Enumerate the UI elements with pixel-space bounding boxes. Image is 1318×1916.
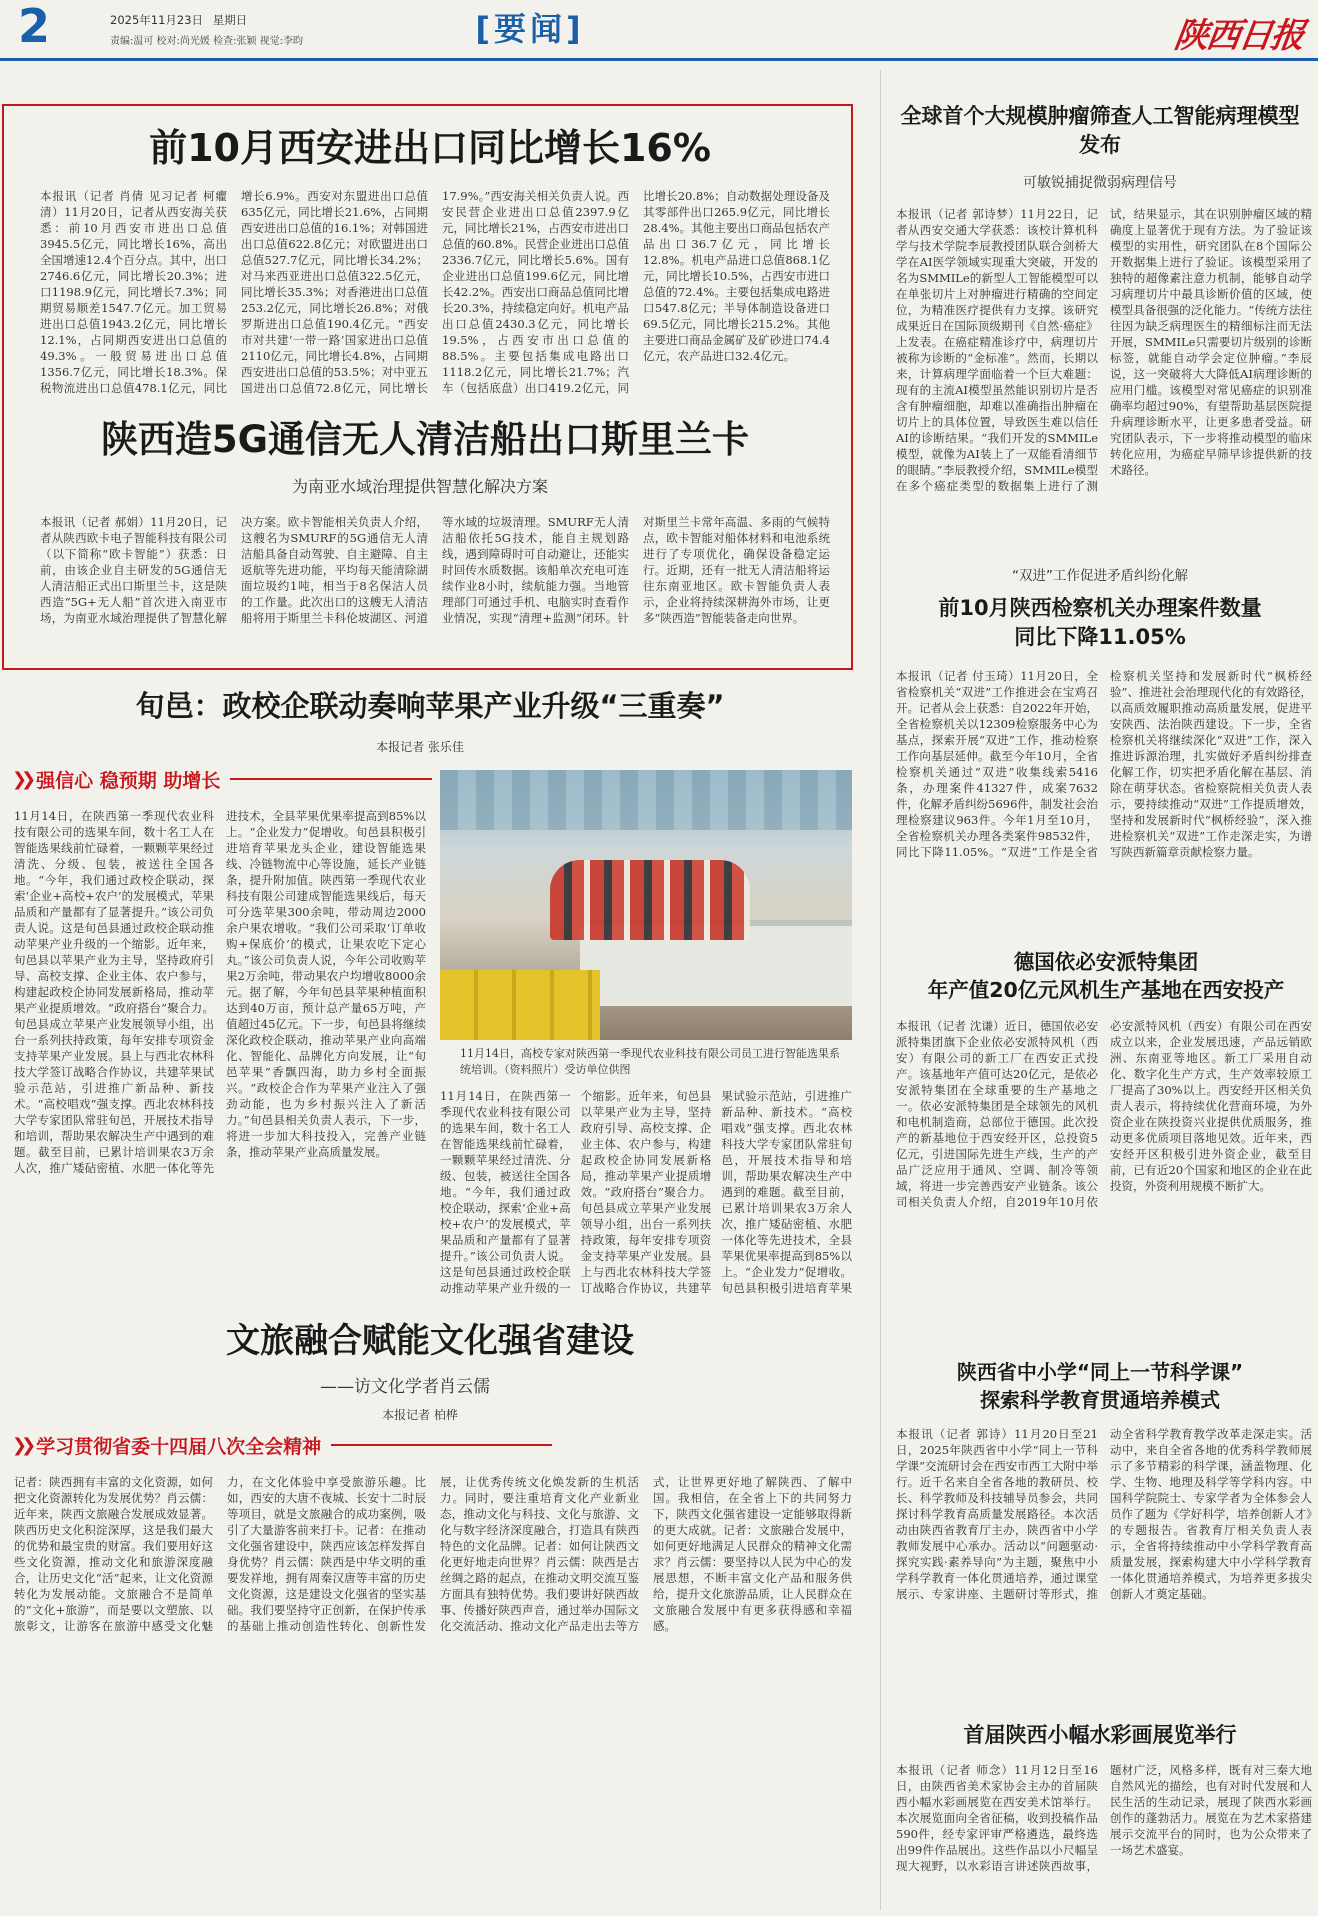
kicker-procuratorate: “双进”工作促进矛盾纠纷化解 bbox=[1012, 568, 1188, 584]
chevron-icon: ❯❯ bbox=[12, 768, 31, 790]
headline-watercolor: 首届陕西小幅水彩画展览举行 bbox=[963, 1723, 1237, 1747]
section-tag-confidence bbox=[12, 764, 432, 794]
section-tag-line bbox=[230, 778, 432, 780]
section-tag-plenum-line bbox=[331, 1444, 552, 1446]
headline-xunyi-apple: 旬邑：政校企联动奏响苹果产业升级“三重奏” bbox=[135, 689, 725, 723]
photo-caption: 11月14日，高校专家对陕西第一季现代农业科技有限公司员工进行智能选果系统培训。（资料照片）受访单位供图 bbox=[460, 1047, 840, 1076]
article-body-ai-pathology: 本报讯（记者 郭诗梦）11月22日，记者从西安交通大学获悉：该校计算机科学与技术学院李辰教授团队联合剑桥大学在AI医学领域实现重大突破，开发的名为SMMILe的新型人工智能模型可以在单张切片上对肿瘤进行精确的空间定位，为精准医疗提供有力支撑。该研究成果近日在国际顶级期刊《自然·癌症》上发表。在癌症精准诊疗中，病理切片被称为诊断的“金标准”。然而，长期以来，计算病理学面临着一个巨大难题：现有的主流AI模型虽然能识别切片是否含有肿瘤细胞，却难以准确指出肿瘤在切片上的具体位置，导致医生难以信任AI的诊断结果。“我们开发的SMMILe模型，就像为AI装上了一双能看清细节的眼睛。”李辰教授介绍，SMMILe模型在多个癌症类型的数据集上进行了测试，结果显示，其在识别肿瘤区域的精确度上显著优于现有方法。为了验证该模型的实用性，研究团队在8个国际公开数据集上进行了验证。该模型采用了独特的超像素注意力机制，能够自动学习病理切片中最具诊断价值的区域，使模型具备很强的泛化能力。“传统方法往往因为缺乏病理医生的精细标注而无法开展，SMMILe只需要切片级别的诊断标签，就能自动学会定位肿瘤。”李辰说，这一突破将大大降低AI病理诊断的应用门槛。该模型对常见癌症的识别准确率均超过90%，有望帮助基层医院提升病理诊断水平，让更多患者受益。研究团队表示，下一步将推动模型的临床转化应用，为癌症早筛早诊提供新的技术路径。 bbox=[896, 207, 1312, 493]
article-body-xunyi-apple-left bbox=[14, 808, 426, 1308]
editor-credits: 责编:温可 校对:尚光媛 检查:张颖 视觉:李昀 bbox=[110, 36, 304, 47]
headline-ebm-papst bbox=[896, 948, 1316, 1004]
article-body-xunyi-apple-right bbox=[440, 1088, 852, 1306]
article-body-5g-boat: 本报讯（记者 郝娟）11月20日，记者从陕西欧卡电子智能科技有限公司（以下简称“欧卡智能”）获悉：日前，由该企业自主研发的5G通信无人清洁船正式出口斯里兰卡，这是陕西造“5G+无人船”首次进入南亚市场，为南亚水域治理提供了智慧化解决方案。欧卡智能相关负责人介绍，这艘名为SMURF的5G通信无人清洁船具备自动驾驶、自主避障、自主返航等先进功能，平均每天能清除湖面垃圾约1吨，相当于8名保洁人员的工作量。此次出口的这艘无人清洁船将用于斯里兰卡科伦坡湖区、河道等水域的垃圾清理。SMURF无人清洁船依托5G技术，能自主规划路线，遇到障碍时可自动避让，还能实时回传水质数据。该船单次充电可连续作业8小时，续航能力强。当地管理部门可通过手机、电脑实时查看作业情况，实现“清理+监测”闭环。针对斯里兰卡常年高温、多雨的气候特点，欧卡智能对船体材料和电池系统进行了专项优化，确保设备稳定运行。近期，还有一批无人清洁船将运往东南亚地区。欧卡智能负责人表示，企业将持续深耕海外市场，让更多“陕西造”智能装备走向世界。 bbox=[40, 515, 830, 625]
byline-xunyi-apple: 本报记者 张乐佳 bbox=[376, 740, 464, 754]
issue-date bbox=[110, 12, 247, 28]
xunyi-text-cont: 11月14日，在陕西第一季现代农业科技有限公司的选果车间，数十名工人在智能选果线前忙碌着，一颗颗苹果经过清洗、分级、包装，被送往全国各地。“今年，我们通过政校企联动，探索‘企业+高校+农户’的发展模式，苹果品质和产量都有了显著提升。”该公司负责人说。这是旬邑县通过政校企联动推动苹果产业升级的一个缩影。近年来，旬邑县以苹果产业为主导，坚持政府引导、高校支撑、企业主体、农户参与，构建起政校企协同发展新格局，推动苹果产业提质增效。“政府搭台”聚合力。旬邑县成立苹果产业发展领导小组，出台一系列扶持政策，每年安排专项资金支持苹果产业发展。县上与西北农林科技大学签订战略合作协议，共建苹果试验示范站，引进推广新品种、新技术。“高校唱戏”强支撑。西北农林科技大学专家团队常驻旬邑，开展技术指导和培训，帮助果农解决生产中遇到的难题。截至目前，已累计培训果农3万余人次，推广矮砧密植、水肥一体化等先进技术，全县苹果优果率提高到85%以上。“企业发力”促增收。旬邑县积极引进培育苹果 bbox=[440, 1089, 852, 1295]
date-text: 2025年11月23日 bbox=[110, 13, 204, 27]
column-divider bbox=[880, 70, 881, 1910]
headline-ebm-papst-l2: 年产值20亿元风机生产基地在西安投产 bbox=[927, 978, 1285, 1002]
headline-procuratorate-l1: 前10月陕西检察机关办理案件数量 bbox=[938, 596, 1262, 620]
xunyi-text-block: 11月14日，在陕西第一季现代农业科技有限公司的选果车间，数十名工人在智能选果线前忙碌着，一颗颗苹果经过清洗、分级、包装，被送往全国各地。“今年，我们通过政校企联动，探索‘企业+高校+农户’的发展模式，苹果品质和产量都有了显著提升。”该公司负责人说。这是旬邑县通过政校企联动推动苹果产业升级的一个缩影。近年来，旬邑县以苹果产业为主导，坚持政府引导、高校支撑、企业主体、农户参与，构建起政校企协同发展新格局，推动苹果产业提质增效。“政府搭台”聚合力。旬邑县成立苹果产业发展领导小组，出台一系列扶持政策，每年安排专项资金支持苹果产业发展。县上与西北农林科技大学签订战略合作协议，共建苹果试验示范站，引进推广新品种、新技术。“高校唱戏”强支撑。西北农林科技大学专家团队常驻旬邑，开展技术指导和培训，帮助果农解决生产中遇到的难题。截至目前，已累计培训果农3万余人次，推广矮砧密植、水肥一体化等先进技术，全县苹果优果率提高到85%以上。“企业发力”促增收。旬邑县积极引进培育苹果龙头企业，建设智能选果线、冷链物流中心等设施，延长产业链条，提升附加值。陕西第一季现代农业科技有限公司建成智能选果线后，每天可分选苹果300余吨，带动周边2000余户果农增收。“我们公司采取‘订单收购+保底价’的模式，让果农吃下定心丸。”该公司负责人说，今年公司收购苹果2万余吨，带动果农户均增收8000余元。据了解，今年旬邑县苹果种植面积达到40万亩，预计总产量65万吨，产值超过45亿元。下一步，旬邑县将继续深化政校企联动，推动苹果产业向高端化、智能化、品牌化方向发展，让“旬邑苹果”香飘四海，助力乡村全面振兴。“政校企合作为苹果产业注入了强劲动能，也为乡村振兴注入了新活力。”旬邑县相关负责人表示，下一步，将进一步加大科技投入，完善产业链条，推动苹果产业高质量发展。 bbox=[14, 809, 426, 1175]
article-body-science-class: 本报讯（记者 郭诗）11月20日至21日，2025年陕西省中小学“同上一节科学课”交流研讨会在西安市西工大附中举行。近千名来自全省各地的教研员、校长、科学教师及科技辅导员参会，共同探讨科学教育高质量发展路径。本次活动由陕西省教育厅主办，陕西省中小学教师发展中心承办。活动以“问题驱动·探究实践·素养导向”为主题，聚焦中小学科学教育一体化贯通培养，通过课堂展示、专家讲座、主题研讨等形式，推动全省科学教育教学改革走深走实。活动中，来自全省各地的优秀科学教师展示了多节精彩的科学课，涵盖物理、化学、生物、地理及科学等学科内容。中国科学院院士、专家学者为全体参会人员作了题为《学好科学，培养创新人才》的专题报告。省教育厅相关负责人表示，全省将持续推动中小学科学教育高质量发展，探索构建大中小学科学教育一体化贯通培养模式，为培养更多拔尖创新人才奠定基础。 bbox=[896, 1427, 1312, 1601]
culture-text-block: 记者：陕西拥有丰富的文化资源，如何把文化资源转化为发展优势？肖云儒：近年来，陕西文旅融合发展成效显著。陕西历史文化积淀深厚，这是我们最大的优势和最宝贵的财富。我们要用好这些文化资源，推动文化和旅游深度融合，让历史文化“活”起来，让文化资源转化为发展动能。文旅融合不是简单的“文化+旅游”，而是要以文塑旅、以旅彰文，让游客在旅游中感受文化魅力，在文化体验中享受旅游乐趣。比如，西安的大唐不夜城、长安十二时辰等项目，就是文旅融合的成功案例，吸引了大量游客前来打卡。记者：在推动文化强省建设中，陕西应该怎样发挥自身优势？肖云儒：陕西是中华文明的重要发祥地，拥有周秦汉唐等丰富的历史文化资源，这是建设文化强省的坚实基础。我们要坚持守正创新，在保护传承的基础上推动创造性转化、创新性发展，让优秀传统文化焕发新的生机活力。同时，要注重培育文化产业新业态，推动文化与科技、文化与旅游、文化与数字经济深度融合，打造具有陕西特色的文化品牌。记者：如何让陕西文化更好地走向世界？肖云儒：陕西是古丝绸之路的起点，在推动文明交流互鉴方面具有独特优势。我们要讲好陕西故事、传播好陕西声音，通过举办国际文化交流活动、推动文化产品走出去等方式，让世界更好地了解陕西、了解中国。我相信，在全省上下的共同努力下，陕西文化强省建设一定能够取得新的更大成就。记者：文旅融合发展中，如何更好地满足人民群众的精神文化需求？肖云儒：要坚持以人民为中心的发展思想，不断丰富文化产品和服务供给，提升文化旅游品质，让人民群众在文旅融合发展中有更多获得感和幸福感。 bbox=[14, 1475, 852, 1633]
article-body-xian-trade: 本报讯（记者 肖倩 见习记者 柯癯清）11月20日，记者从西安海关获悉：前10月西安市进出口总值3945.5亿元，同比增长16%，高出全国增速12.4个百分点。其中，出口2746.6亿元，同比增长20.3%；进口1198.9亿元，同比增长7.3%；同期贸易顺差1547.7亿元。加工贸易进出口总值1943.2亿元，同比增长12.1%，占同期西安进出口总值的49.3%。一般贸易进出口总值1356.7亿元，同比增长18.3%。保税物流进出口总值478.1亿元，同比增长6.9%。西安对东盟进出口总值635亿元，同比增长21.6%，占同期西安进出口总值的16.1%；对韩国进出口总值622.8亿元；对欧盟进出口总值527.7亿元，同比增长34.2%；对马来西亚进出口总值322.5亿元，同比增长35.3%；对香港进出口总值253.2亿元，同比增长26.8%；对俄罗斯进出口总值190.4亿元。“西安市对共建‘一带一路’国家进出口总值2110亿元，同比增长4.8%，占同期西安进出口总值的53.5%；对中亚五国进出口总值72.8亿元，同比增长17.9%。”西安海关相关负责人说。西安民营企业进出口总值2397.9亿元，同比增长21%，占西安市进出口总值的60.8%。民营企业进出口总值2336.7亿元，同比增长5.6%。国有企业进出口总值199.6亿元，同比增长42.2%。西安出口商品总值同比增长20.3%，持续稳定向好。机电产品出口总值2430.3亿元，同比增长19.5%，占西安市出口总值的88.5%。主要包括集成电路出口1118.2亿元，同比增长21.7%；汽车（包括底盘）出口419.2亿元，同比增长20.8%；自动数据处理设备及其零部件出口265.9亿元，同比增长28.4%。其他主要出口商品包括农产品出口36.7亿元，同比增长12.8%。机电产品进口总值868.1亿元，同比增长10.5%，占西安市进口总值的72.4%。主要包括集成电路进口547.8亿元；半导体制造设备进口69.5亿元，同比增长215.2%。其他主要进口商品金属矿及矿砂进口74.4亿元，农产品进口32.4亿元。 bbox=[40, 189, 830, 395]
headline-xian-trade: 前10月西安进出口同比增长16% bbox=[149, 126, 711, 170]
photo-ceiling bbox=[440, 770, 852, 830]
photo-apple-sorting bbox=[440, 770, 852, 1040]
masthead bbox=[0, 0, 1318, 64]
page-number: 2 bbox=[18, 0, 51, 53]
photo-people-group bbox=[550, 860, 750, 940]
article-body-ebm-papst: 本报讯（记者 沈谦）近日，德国依必安派特集团旗下企业依必安派特风机（西安）有限公司的新工厂在西安正式投产。该基地年产值可达20亿元，是依必安派特集团在全球重要的生产基地之一。依必安派特集团是全球领先的风机和电机制造商，总部位于德国。此次投产的新基地位于西安经开区，总投资5亿元，引进国际先进生产线，生产的产品广泛应用于通风、空调、制冷等领域，将进一步完善西安产业链条。该公司相关负责人介绍，自2019年10月依必安派特风机（西安）有限公司在西安成立以来，企业发展迅速，产品远销欧洲、东南亚等地区。新工厂采用自动化、数字化生产方式，生产效率较原工厂提高了30%以上。西安经开区相关负责人表示，将持续优化营商环境，为外资企业在陕投资兴业提供优质服务，推动更多优质项目落地见效。近年来，西安经开区积极引进外资企业，截至目前，已有近20个国家和地区的企业在此投资，外资利用规模不断扩大。 bbox=[896, 1019, 1312, 1209]
article-body-procuratorate: 本报讯（记者 付玉琦）11月20日，全省检察机关“双进”工作推进会在宝鸡召开。记者从会上获悉：自2022年开始，全省检察机关以12309检察服务中心为基点，探索开展“双进”工作，推动检察工作向基层延伸。截至今年10月，全省检察机关通过“双进”收集线索5416条，办理案件41327件，成案7632件，化解矛盾纠纷5696件，制发社会治理检察建议963件。今年1月至10月，全省检察机关办理各类案件98532件，同比下降11.05%。“双进”工作是全省检察机关坚持和发展新时代“枫桥经验”、推进社会治理现代化的有效路径，以高质效履职推动高质量发展，促进平安陕西、法治陕西建设。下一步，全省检察机关将继续深化“双进”工作，深入推进诉源治理，扎实做好矛盾纠纷排查化解工作，切实把矛盾化解在基层、消除在萌芽状态。省检察院相关负责人表示，要持续推动“双进”工作提质增效，坚持和发展新时代“枫桥经验”，深入推进检察机关“双进”工作走深走实，为谱写陕西新篇章贡献检察力量。 bbox=[896, 669, 1312, 859]
subheadline-5g-boat: 为南亚水域治理提供智慧化解决方案 bbox=[291, 477, 548, 496]
headline-procuratorate-l2: 同比下降11.05% bbox=[1014, 625, 1186, 649]
headline-science-class bbox=[900, 1358, 1300, 1414]
headline-culture-tourism: 文旅融合赋能文化强省建设 bbox=[226, 1321, 634, 1361]
weekday-text: 星期日 bbox=[212, 13, 248, 27]
masthead-rule bbox=[0, 58, 1318, 61]
headline-science-class-l1: 陕西省中小学“同上一节科学课” bbox=[956, 1360, 1244, 1384]
headline-science-class-l2: 探索科学教育贯通培养模式 bbox=[980, 1388, 1220, 1412]
section-tag-label: 强信心 稳预期 助增长 bbox=[36, 769, 221, 792]
byline-culture: 本报记者 柏桦 bbox=[382, 1408, 458, 1422]
headline-5g-boat: 陕西造5G通信无人清洁船出口斯里兰卡 bbox=[20, 412, 830, 468]
headline-procuratorate bbox=[900, 594, 1300, 652]
article-body-culture bbox=[14, 1474, 852, 1910]
photo-crates bbox=[440, 970, 600, 1040]
subheadline-interview: ——访文化学者肖云儒 bbox=[320, 1377, 490, 1397]
section-name: [要闻] bbox=[475, 10, 585, 48]
headline-ebm-papst-l1: 德国依必安派特集团 bbox=[1013, 950, 1199, 974]
subheadline-ai-pathology: 可敏锐捕捉微弱病理信号 bbox=[1023, 175, 1177, 191]
newspaper-logo: 陕西日报 bbox=[1171, 16, 1306, 56]
headline-ai-pathology: 全球首个大规模肿瘤筛查人工智能病理模型发布 bbox=[900, 104, 1300, 157]
section-tag-plenum-label: 学习贯彻省委十四届八次全会精神 bbox=[36, 1435, 322, 1458]
chevron-icon-2: ❯❯ bbox=[12, 1434, 31, 1456]
section-tag-plenum bbox=[12, 1430, 552, 1460]
article-body-watercolor: 本报讯（记者 师念）11月12日至16日，由陕西省美术家协会主办的首届陕西小幅水彩画展览在西安美术馆举行。本次展览面向全省征稿，收到投稿作品590件，经专家评审严格遴选，最终选出99件作品展出。这些作品以小尺幅呈现大视野，以水彩语言讲述陕西故事，题材广泛，风格多样，既有对三秦大地自然风光的描绘，也有对时代发展和人民生活的生动记录，展现了陕西水彩画创作的蓬勃活力。展览在为艺术家搭建展示交流平台的同时，也为公众带来了一场艺术盛宴。 bbox=[896, 1763, 1312, 1873]
